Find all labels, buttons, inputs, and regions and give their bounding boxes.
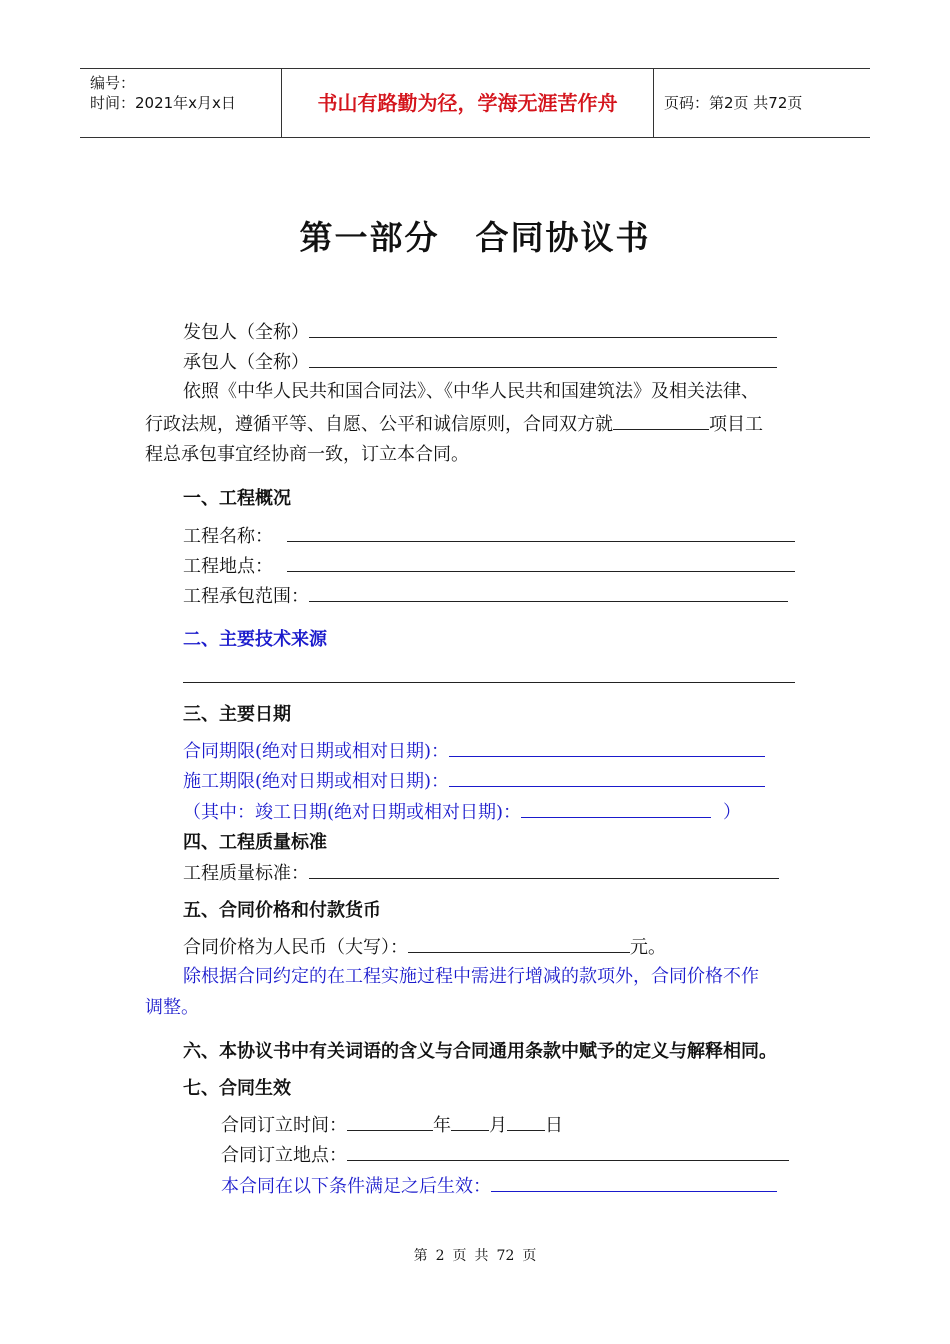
- employer-field: [183, 317, 777, 348]
- contractor-blank[interactable]: [309, 347, 777, 368]
- employer-blank[interactable]: [309, 317, 777, 338]
- price-adjust-note-2: 调整。: [145, 997, 199, 1018]
- quality-standard-label: 工程质量标准：: [183, 863, 309, 884]
- title-text: 合同协议书: [475, 218, 651, 257]
- employer-label: 发包人（全称）: [183, 322, 309, 343]
- intro-line-3: 程总承包事宜经协商一致，订立本合同。: [145, 444, 469, 465]
- effective-condition-input[interactable]: [491, 1171, 777, 1192]
- intro-line-2-text: 行政法规，遵循平等、自愿、公平和诚信原则，合同双方就: [145, 414, 613, 435]
- document-date: 时间：2021年x月x日: [90, 94, 236, 112]
- completion-date-label: （其中：竣工日期(绝对日期或相对日期)：: [183, 802, 522, 823]
- document-number-label: 编号：: [90, 74, 136, 92]
- signing-year-input[interactable]: [347, 1110, 433, 1131]
- project-location-input[interactable]: [287, 551, 795, 572]
- title-part: 第一部分: [299, 218, 440, 257]
- effective-condition-field: [221, 1171, 777, 1202]
- footer-total-word: 页: [522, 1248, 537, 1264]
- contract-term-input[interactable]: [449, 736, 765, 757]
- page-title: [0, 212, 950, 259]
- signing-day-input[interactable]: [507, 1110, 545, 1131]
- header-motto: 书山有路勤为径，学海无涯苦作舟: [282, 69, 654, 137]
- completion-date-input[interactable]: [521, 797, 711, 818]
- contract-term-field: [183, 736, 765, 767]
- project-scope-input[interactable]: [309, 581, 788, 602]
- footer-total-pages: 72: [496, 1248, 515, 1264]
- contract-price-unit: 元。: [630, 937, 666, 958]
- section-1-heading: 一、工程概况: [183, 488, 291, 509]
- year-label: 年: [433, 1115, 451, 1136]
- contract-price-field: [183, 932, 666, 963]
- header-page-number: 页码：第2页 共72页: [664, 94, 803, 112]
- footer-page-word: 页: [452, 1248, 467, 1264]
- project-scope-field: [183, 581, 788, 612]
- contractor-label: 承包人（全称）: [183, 352, 309, 373]
- header-meta: [80, 69, 282, 137]
- footer-page-number: 2: [435, 1248, 445, 1264]
- section-6-heading: 六、本协议书中有关词语的含义与合同通用条款中赋予的定义与解释相同。: [183, 1041, 777, 1062]
- footer-total-prefix: 共: [474, 1248, 489, 1264]
- project-scope-label: 工程承包范围：: [183, 586, 309, 607]
- section-7-heading: 七、合同生效: [183, 1078, 291, 1099]
- contractor-field: [183, 347, 777, 378]
- project-location-field: [183, 551, 795, 582]
- signing-place-label: 合同订立地点：: [221, 1145, 347, 1166]
- quality-standard-field: [183, 858, 779, 889]
- technology-source-blank[interactable]: [183, 682, 795, 683]
- signing-month-input[interactable]: [451, 1110, 489, 1131]
- section-3-heading: 三、主要日期: [183, 704, 291, 725]
- completion-date-field: [183, 797, 741, 828]
- construction-term-input[interactable]: [449, 766, 765, 787]
- footer-prefix: 第: [413, 1248, 428, 1264]
- signing-time-label: 合同订立时间：: [221, 1115, 347, 1136]
- project-name-label: 工程名称：: [183, 526, 273, 547]
- construction-term-field: [183, 766, 765, 797]
- price-adjust-note-1: 除根据合同约定的在工程实施过程中需进行增减的款项外，合同价格不作: [183, 966, 759, 987]
- section-2-heading: 二、主要技术来源: [183, 629, 327, 650]
- signing-place-input[interactable]: [347, 1140, 789, 1161]
- contract-price-input[interactable]: [408, 932, 630, 953]
- completion-date-close: ）: [723, 802, 742, 823]
- intro-line-2-tail: 项目工: [709, 414, 763, 435]
- project-name-input[interactable]: [287, 521, 795, 542]
- signing-place-field: [221, 1140, 789, 1171]
- project-location-label: 工程地点：: [183, 556, 273, 577]
- quality-standard-input[interactable]: [309, 858, 779, 879]
- page-header: [80, 68, 870, 138]
- section-4-heading: 四、工程质量标准: [183, 832, 327, 853]
- day-label: 日: [545, 1115, 563, 1136]
- month-label: 月: [489, 1115, 507, 1136]
- project-name-field: [183, 521, 795, 552]
- construction-term-label: 施工期限(绝对日期或相对日期)：: [183, 771, 450, 792]
- section-5-heading: 五、合同价格和付款货币: [183, 900, 381, 921]
- page-footer: [0, 1245, 950, 1265]
- intro-line-2: [145, 409, 763, 440]
- contract-term-label: 合同期限(绝对日期或相对日期)：: [183, 741, 450, 762]
- intro-line-1: 依照《中华人民共和国合同法》、《中华人民共和国建筑法》及相关法律、: [183, 381, 759, 402]
- signing-time-field: [221, 1110, 563, 1141]
- effective-condition-label: 本合同在以下条件满足之后生效：: [221, 1176, 491, 1197]
- project-name-blank[interactable]: [613, 409, 709, 430]
- contract-price-label: 合同价格为人民币（大写）：: [183, 937, 408, 958]
